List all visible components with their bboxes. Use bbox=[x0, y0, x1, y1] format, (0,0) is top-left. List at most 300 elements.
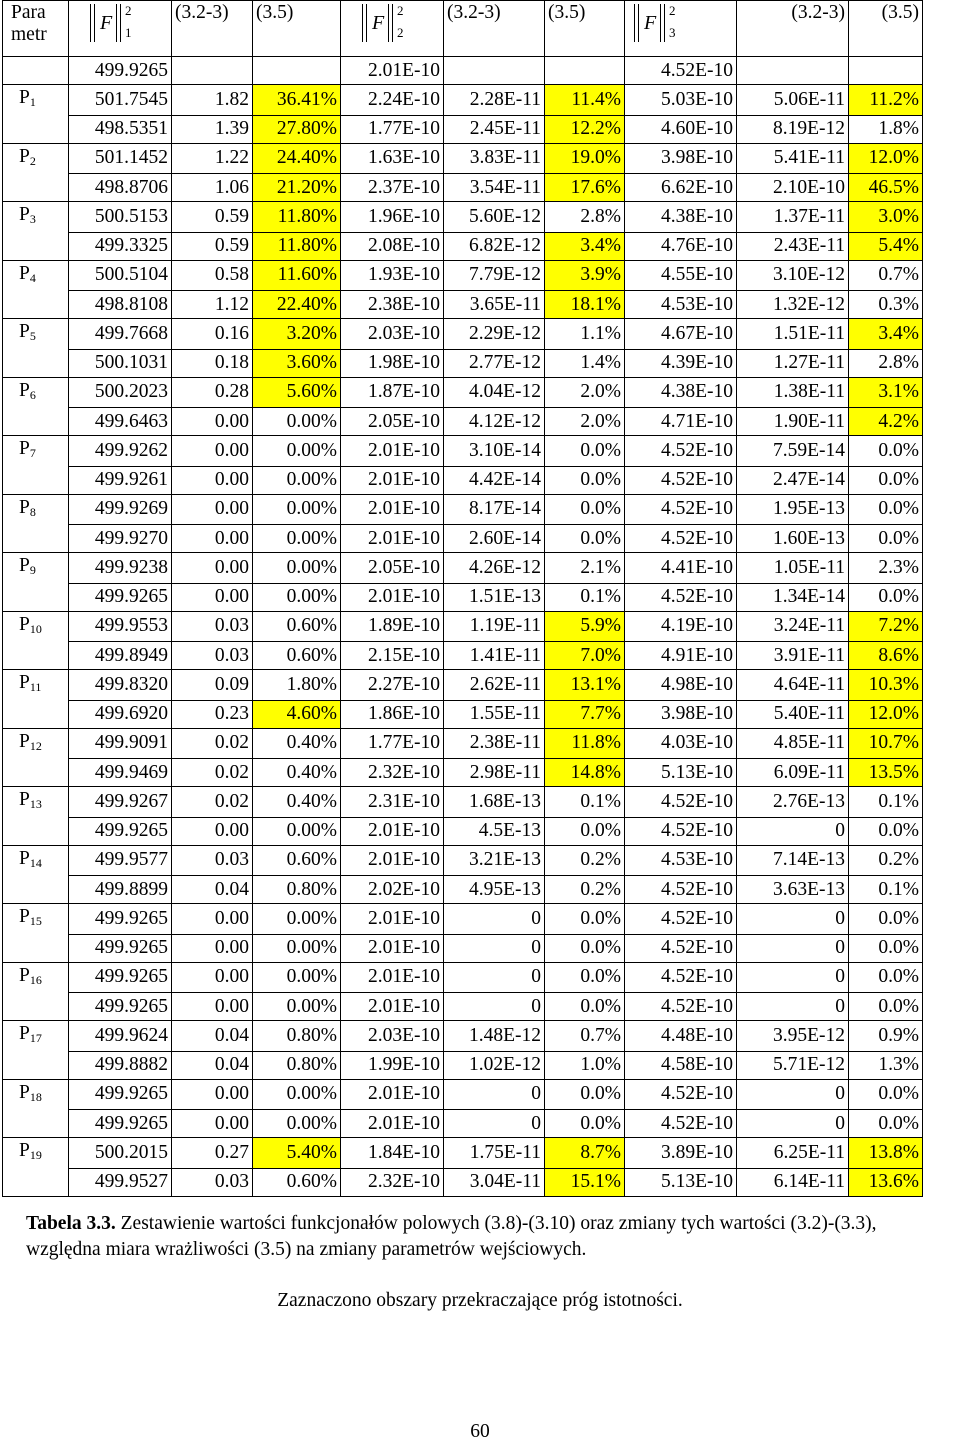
param-index: 8 bbox=[29, 504, 36, 519]
data-cell: 1.8% bbox=[849, 115, 923, 143]
param-value: 499.9577 bbox=[69, 845, 172, 876]
data-cell: 0.00% bbox=[253, 904, 341, 935]
data-cell: 1.06 bbox=[172, 174, 253, 202]
data-cell: 0.60% bbox=[253, 1168, 341, 1196]
param-index: 3 bbox=[29, 212, 36, 226]
page-number: 60 bbox=[470, 1421, 490, 1442]
data-cell: 4.52E-10 bbox=[625, 436, 737, 467]
param-value: 499.6920 bbox=[69, 700, 172, 728]
data-cell: 2.60E-14 bbox=[444, 525, 545, 553]
data-cell: 1.77E-10 bbox=[341, 115, 444, 143]
data-cell: 7.79E-12 bbox=[444, 260, 545, 291]
data-cell: 0.00% bbox=[253, 962, 341, 993]
param-label: $P_{16}$ bbox=[3, 962, 69, 993]
data-cell: 2.01E-10 bbox=[341, 962, 444, 993]
data-cell: 4.67E-10 bbox=[625, 319, 737, 350]
data-cell: 1.95E-13 bbox=[737, 494, 849, 525]
param-value: 499.9624 bbox=[69, 1021, 172, 1052]
data-cell: 0 bbox=[444, 904, 545, 935]
data-cell: 8.17E-14 bbox=[444, 494, 545, 525]
data-cell: 0.00% bbox=[253, 494, 341, 525]
param-index: 13 bbox=[29, 797, 42, 811]
data-cell: 0.0% bbox=[849, 817, 923, 845]
data-cell: 4.03E-10 bbox=[625, 728, 737, 759]
param-index: 19 bbox=[29, 1148, 42, 1162]
data-cell: 0.60% bbox=[253, 642, 341, 670]
data-cell: 6.62E-10 bbox=[625, 174, 737, 202]
table-row bbox=[3, 291, 923, 319]
data-cell: 2.24E-10 bbox=[341, 85, 444, 116]
data-cell: 1.98E-10 bbox=[341, 349, 444, 377]
param-label: $P_6$ bbox=[3, 377, 69, 408]
data-cell: 0.02 bbox=[172, 759, 253, 787]
param-label bbox=[3, 115, 69, 143]
data-cell: 36.41% bbox=[253, 85, 341, 116]
data-cell: 2.01E-10 bbox=[341, 993, 444, 1021]
param-value: 500.5104 bbox=[69, 260, 172, 291]
param-value: 499.9265 bbox=[69, 962, 172, 993]
data-cell: 0.00 bbox=[172, 817, 253, 845]
data-cell: 2.37E-10 bbox=[341, 174, 444, 202]
data-cell: 2.76E-13 bbox=[737, 787, 849, 818]
data-cell: 0.80% bbox=[253, 1021, 341, 1052]
data-cell: 0.00 bbox=[172, 934, 253, 962]
param-value: 499.9261 bbox=[69, 466, 172, 494]
data-cell: 7.59E-14 bbox=[737, 436, 849, 467]
data-cell: 0.23 bbox=[172, 700, 253, 728]
data-cell: 1.48E-12 bbox=[444, 1021, 545, 1052]
data-cell: 0.0% bbox=[545, 1110, 625, 1138]
data-cell: 4.58E-10 bbox=[625, 1051, 737, 1079]
data-cell: 2.38E-10 bbox=[341, 291, 444, 319]
data-cell: 19.0% bbox=[545, 143, 625, 174]
data-cell: 4.95E-13 bbox=[444, 876, 545, 904]
param-header: Para metr bbox=[3, 1, 69, 57]
param-index: 7 bbox=[29, 446, 36, 460]
data-cell: 0.80% bbox=[253, 876, 341, 904]
param-value: 499.7668 bbox=[69, 319, 172, 350]
param-label: $P_1$ bbox=[3, 85, 69, 116]
table-row bbox=[3, 174, 923, 202]
table-row bbox=[3, 202, 923, 233]
data-cell: 1.84E-10 bbox=[341, 1138, 444, 1169]
param-label bbox=[3, 232, 69, 260]
data-cell bbox=[444, 57, 545, 85]
data-cell: 1.51E-11 bbox=[737, 319, 849, 350]
table-row bbox=[3, 817, 923, 845]
param-label: $P_4$ bbox=[3, 260, 69, 291]
table-row bbox=[3, 993, 923, 1021]
data-cell: 0.00 bbox=[172, 525, 253, 553]
param-label bbox=[3, 174, 69, 202]
data-cell: 0.00% bbox=[253, 408, 341, 436]
data-cell: 0.00 bbox=[172, 993, 253, 1021]
param-label: $P_5$ bbox=[3, 319, 69, 350]
data-cell: 18.1% bbox=[545, 291, 625, 319]
data-cell: 4.53E-10 bbox=[625, 291, 737, 319]
data-cell: 2.01E-10 bbox=[341, 1110, 444, 1138]
param-label bbox=[3, 291, 69, 319]
table-row bbox=[3, 759, 923, 787]
param-index: 15 bbox=[29, 914, 42, 928]
param-value: 500.2015 bbox=[69, 1138, 172, 1169]
data-cell: 4.98E-10 bbox=[625, 670, 737, 701]
data-cell: 1.02E-12 bbox=[444, 1051, 545, 1079]
data-cell: 13.6% bbox=[849, 1168, 923, 1196]
param-value: 499.8949 bbox=[69, 642, 172, 670]
data-cell: 11.2% bbox=[849, 85, 923, 116]
param-index: 10 bbox=[29, 621, 42, 636]
data-cell: 0.00% bbox=[253, 553, 341, 584]
data-cell: 1.90E-11 bbox=[737, 408, 849, 436]
data-cell: 3.24E-11 bbox=[737, 611, 849, 642]
table-row bbox=[3, 787, 923, 818]
data-cell: 6.82E-12 bbox=[444, 232, 545, 260]
data-cell: 0.0% bbox=[849, 494, 923, 525]
data-cell: 0.40% bbox=[253, 787, 341, 818]
data-cell: 0.03 bbox=[172, 611, 253, 642]
data-cell: 4.04E-12 bbox=[444, 377, 545, 408]
param-value: 500.2023 bbox=[69, 377, 172, 408]
data-cell: 3.98E-10 bbox=[625, 700, 737, 728]
param-label: $P_{15}$ bbox=[3, 904, 69, 935]
data-cell: 2.43E-11 bbox=[737, 232, 849, 260]
data-cell: 2.98E-11 bbox=[444, 759, 545, 787]
table-row bbox=[3, 876, 923, 904]
data-cell: 11.60% bbox=[253, 260, 341, 291]
data-cell: 0 bbox=[444, 1079, 545, 1110]
data-cell: 0.04 bbox=[172, 1021, 253, 1052]
data-cell: 4.52E-10 bbox=[625, 904, 737, 935]
data-cell: 7.14E-13 bbox=[737, 845, 849, 876]
data-cell: 2.8% bbox=[849, 349, 923, 377]
param-label: $P_{10}$ bbox=[3, 611, 69, 642]
table-header-row bbox=[3, 1, 923, 57]
data-cell: 2.0% bbox=[545, 408, 625, 436]
data-cell: 0.00% bbox=[253, 466, 341, 494]
data-cell bbox=[849, 57, 923, 85]
data-cell: 4.52E-10 bbox=[625, 787, 737, 818]
data-cell: 10.7% bbox=[849, 728, 923, 759]
data-cell: 4.52E-10 bbox=[625, 993, 737, 1021]
data-cell: 5.9% bbox=[545, 611, 625, 642]
table-row bbox=[3, 1079, 923, 1110]
data-cell: 4.52E-10 bbox=[625, 934, 737, 962]
data-cell: 2.15E-10 bbox=[341, 642, 444, 670]
data-cell: 3.9% bbox=[545, 260, 625, 291]
data-cell: 4.52E-10 bbox=[625, 494, 737, 525]
data-cell: 3.60% bbox=[253, 349, 341, 377]
data-cell: 1.60E-13 bbox=[737, 525, 849, 553]
param-value: 499.9265 bbox=[69, 1110, 172, 1138]
table-row bbox=[3, 1051, 923, 1079]
table-row bbox=[3, 115, 923, 143]
data-cell: 2.01E-10 bbox=[341, 57, 444, 85]
param-value: 499.9265 bbox=[69, 934, 172, 962]
data-cell: 0.0% bbox=[545, 494, 625, 525]
data-cell: 5.60% bbox=[253, 377, 341, 408]
data-cell: 1.89E-10 bbox=[341, 611, 444, 642]
param-label bbox=[3, 993, 69, 1021]
param-value: 499.9091 bbox=[69, 728, 172, 759]
table-row bbox=[3, 525, 923, 553]
data-cell: 0.02 bbox=[172, 728, 253, 759]
param-label: $P_{19}$ bbox=[3, 1138, 69, 1169]
data-cell: 0.0% bbox=[849, 993, 923, 1021]
data-cell: 1.41E-11 bbox=[444, 642, 545, 670]
caption-label: Tabela 3.3. bbox=[26, 1213, 116, 1234]
table-row bbox=[3, 1021, 923, 1052]
data-cell: 2.62E-11 bbox=[444, 670, 545, 701]
data-cell: 6.14E-11 bbox=[737, 1168, 849, 1196]
table-row bbox=[3, 349, 923, 377]
data-cell: 3.21E-13 bbox=[444, 845, 545, 876]
data-cell: 0.00 bbox=[172, 494, 253, 525]
data-cell: 1.80% bbox=[253, 670, 341, 701]
data-cell: 0.1% bbox=[849, 876, 923, 904]
table-row bbox=[3, 319, 923, 350]
data-cell: 0.0% bbox=[545, 934, 625, 962]
data-cell: 1.93E-10 bbox=[341, 260, 444, 291]
data-cell: 2.08E-10 bbox=[341, 232, 444, 260]
data-cell: 7.0% bbox=[545, 642, 625, 670]
data-cell bbox=[253, 57, 341, 85]
data-cell: 0.03 bbox=[172, 845, 253, 876]
data-cell: 3.89E-10 bbox=[625, 1138, 737, 1169]
data-cell: 2.01E-10 bbox=[341, 466, 444, 494]
param-label bbox=[3, 1051, 69, 1079]
data-cell: 4.2% bbox=[849, 408, 923, 436]
data-cell: 0.04 bbox=[172, 876, 253, 904]
table-row bbox=[3, 377, 923, 408]
param-label bbox=[3, 57, 69, 85]
data-cell: 0.59 bbox=[172, 202, 253, 233]
param-value: 499.9265 bbox=[69, 993, 172, 1021]
data-cell: 2.10E-10 bbox=[737, 174, 849, 202]
table-row bbox=[3, 1138, 923, 1169]
param-value: 499.8320 bbox=[69, 670, 172, 701]
table-row bbox=[3, 845, 923, 876]
data-cell: 4.48E-10 bbox=[625, 1021, 737, 1052]
data-cell: 12.2% bbox=[545, 115, 625, 143]
data-cell: 11.80% bbox=[253, 232, 341, 260]
data-cell: 4.52E-10 bbox=[625, 817, 737, 845]
data-cell: 0.0% bbox=[545, 525, 625, 553]
eq-header-2: (3.2-3) bbox=[444, 1, 545, 57]
data-cell: 1.39 bbox=[172, 115, 253, 143]
param-value: 499.9265 bbox=[69, 817, 172, 845]
data-cell: 4.76E-10 bbox=[625, 232, 737, 260]
data-cell: 0.58 bbox=[172, 260, 253, 291]
data-cell: 3.98E-10 bbox=[625, 143, 737, 174]
data-cell: 0.28 bbox=[172, 377, 253, 408]
data-cell: 4.38E-10 bbox=[625, 202, 737, 233]
data-cell: 0.16 bbox=[172, 319, 253, 350]
param-value: 498.8108 bbox=[69, 291, 172, 319]
data-cell: 0.00 bbox=[172, 1110, 253, 1138]
param-value: 499.8899 bbox=[69, 876, 172, 904]
data-cell: 7.2% bbox=[849, 611, 923, 642]
data-cell: 0.00% bbox=[253, 583, 341, 611]
param-label: $P_7$ bbox=[3, 436, 69, 467]
data-cell: 0 bbox=[444, 962, 545, 993]
data-cell: 0.1% bbox=[545, 787, 625, 818]
data-cell: 2.45E-11 bbox=[444, 115, 545, 143]
data-cell: 0.09 bbox=[172, 670, 253, 701]
param-label bbox=[3, 1110, 69, 1138]
table-row bbox=[3, 728, 923, 759]
data-cell: 11.8% bbox=[545, 728, 625, 759]
param-index: 16 bbox=[29, 972, 42, 987]
data-cell bbox=[545, 57, 625, 85]
data-cell: 2.01E-10 bbox=[341, 817, 444, 845]
data-cell: 5.40E-11 bbox=[737, 700, 849, 728]
param-value: 499.9527 bbox=[69, 1168, 172, 1196]
data-cell: 2.31E-10 bbox=[341, 787, 444, 818]
table-row bbox=[3, 408, 923, 436]
param-label bbox=[3, 525, 69, 553]
data-cell: 0 bbox=[737, 817, 849, 845]
data-cell: 4.42E-14 bbox=[444, 466, 545, 494]
param-label bbox=[3, 1168, 69, 1196]
data-cell: 3.83E-11 bbox=[444, 143, 545, 174]
data-cell: 5.13E-10 bbox=[625, 1168, 737, 1196]
data-cell: 0.2% bbox=[545, 876, 625, 904]
param-label bbox=[3, 466, 69, 494]
data-cell: 2.01E-10 bbox=[341, 1079, 444, 1110]
data-cell: 0 bbox=[737, 934, 849, 962]
data-cell: 0.0% bbox=[849, 525, 923, 553]
data-cell: 0.04 bbox=[172, 1051, 253, 1079]
table-row bbox=[3, 583, 923, 611]
data-cell: 0.00 bbox=[172, 962, 253, 993]
data-cell: 46.5% bbox=[849, 174, 923, 202]
data-cell: 4.52E-10 bbox=[625, 876, 737, 904]
data-cell: 0.00 bbox=[172, 436, 253, 467]
data-cell: 4.91E-10 bbox=[625, 642, 737, 670]
param-value: 499.8882 bbox=[69, 1051, 172, 1079]
param-label bbox=[3, 583, 69, 611]
param-label: $P_2$ bbox=[3, 143, 69, 174]
data-cell: 0.0% bbox=[849, 904, 923, 935]
data-cell: 1.27E-11 bbox=[737, 349, 849, 377]
data-cell: 2.77E-12 bbox=[444, 349, 545, 377]
data-cell: 2.05E-10 bbox=[341, 553, 444, 584]
data-cell: 1.05E-11 bbox=[737, 553, 849, 584]
data-cell: 5.13E-10 bbox=[625, 759, 737, 787]
data-cell: 2.02E-10 bbox=[341, 876, 444, 904]
data-cell: 5.4% bbox=[849, 232, 923, 260]
param-value: 499.9262 bbox=[69, 436, 172, 467]
param-label: $P_{14}$ bbox=[3, 845, 69, 876]
param-label: $P_8$ bbox=[3, 494, 69, 525]
data-cell: 0.00% bbox=[253, 993, 341, 1021]
param-value: 499.9238 bbox=[69, 553, 172, 584]
param-index: 5 bbox=[29, 329, 36, 343]
data-cell: 0.0% bbox=[545, 962, 625, 993]
data-cell: 4.52E-10 bbox=[625, 525, 737, 553]
data-cell: 2.0% bbox=[545, 377, 625, 408]
caption-note: Zaznaczono obszary przekraczające próg istotności. bbox=[277, 1290, 683, 1311]
table-row bbox=[3, 436, 923, 467]
data-cell: 17.6% bbox=[545, 174, 625, 202]
table-row bbox=[3, 57, 923, 85]
data-cell: 0.1% bbox=[545, 583, 625, 611]
data-cell: 0.0% bbox=[849, 1110, 923, 1138]
data-cell: 0.0% bbox=[849, 466, 923, 494]
data-cell: 0.2% bbox=[545, 845, 625, 876]
data-cell: 1.96E-10 bbox=[341, 202, 444, 233]
table-row bbox=[3, 611, 923, 642]
data-cell: 1.82 bbox=[172, 85, 253, 116]
data-cell: 4.52E-10 bbox=[625, 57, 737, 85]
data-cell: 0.27 bbox=[172, 1138, 253, 1169]
data-cell: 2.01E-10 bbox=[341, 583, 444, 611]
data-cell: 24.40% bbox=[253, 143, 341, 174]
param-label bbox=[3, 817, 69, 845]
data-cell: 2.05E-10 bbox=[341, 408, 444, 436]
param-value: 499.9265 bbox=[69, 1079, 172, 1110]
data-cell: 0.9% bbox=[849, 1021, 923, 1052]
table-caption bbox=[26, 1211, 946, 1263]
data-cell: 4.55E-10 bbox=[625, 260, 737, 291]
data-cell: 0 bbox=[444, 1110, 545, 1138]
data-cell: 1.86E-10 bbox=[341, 700, 444, 728]
param-label bbox=[3, 934, 69, 962]
data-cell: 0 bbox=[737, 993, 849, 1021]
data-cell: 2.29E-12 bbox=[444, 319, 545, 350]
data-cell: 0.00 bbox=[172, 408, 253, 436]
data-cell: 4.64E-11 bbox=[737, 670, 849, 701]
param-value: 499.9469 bbox=[69, 759, 172, 787]
param-value: 500.5153 bbox=[69, 202, 172, 233]
data-cell: 0.00 bbox=[172, 583, 253, 611]
data-cell: 11.4% bbox=[545, 85, 625, 116]
data-cell: 0 bbox=[444, 934, 545, 962]
data-cell: 8.7% bbox=[545, 1138, 625, 1169]
data-cell: 2.01E-10 bbox=[341, 934, 444, 962]
data-cell: 2.01E-10 bbox=[341, 904, 444, 935]
param-value: 498.8706 bbox=[69, 174, 172, 202]
norm-f3-header: F 2 3 bbox=[625, 1, 737, 57]
data-cell: 0 bbox=[737, 904, 849, 935]
data-cell: 0.40% bbox=[253, 759, 341, 787]
data-cell: 1.37E-11 bbox=[737, 202, 849, 233]
param-label: $P_3$ bbox=[3, 202, 69, 233]
data-cell: 2.03E-10 bbox=[341, 1021, 444, 1052]
data-cell: 4.52E-10 bbox=[625, 962, 737, 993]
data-cell: 1.34E-14 bbox=[737, 583, 849, 611]
data-cell: 2.01E-10 bbox=[341, 436, 444, 467]
data-cell: 1.12 bbox=[172, 291, 253, 319]
data-cell: 4.53E-10 bbox=[625, 845, 737, 876]
table-row bbox=[3, 1168, 923, 1196]
param-value: 499.9267 bbox=[69, 787, 172, 818]
param-index: 18 bbox=[29, 1089, 42, 1104]
data-cell: 15.1% bbox=[545, 1168, 625, 1196]
data-cell: 0.00% bbox=[253, 525, 341, 553]
data-cell: 8.19E-12 bbox=[737, 115, 849, 143]
data-cell: 5.03E-10 bbox=[625, 85, 737, 116]
data-cell: 0.00 bbox=[172, 904, 253, 935]
data-cell: 0.0% bbox=[849, 962, 923, 993]
param-label: $P_{17}$ bbox=[3, 1021, 69, 1052]
data-cell: 4.85E-11 bbox=[737, 728, 849, 759]
data-cell: 5.60E-12 bbox=[444, 202, 545, 233]
param-value: 499.9265 bbox=[69, 583, 172, 611]
data-cell: 5.40% bbox=[253, 1138, 341, 1169]
sensitivity-table bbox=[2, 0, 923, 1197]
